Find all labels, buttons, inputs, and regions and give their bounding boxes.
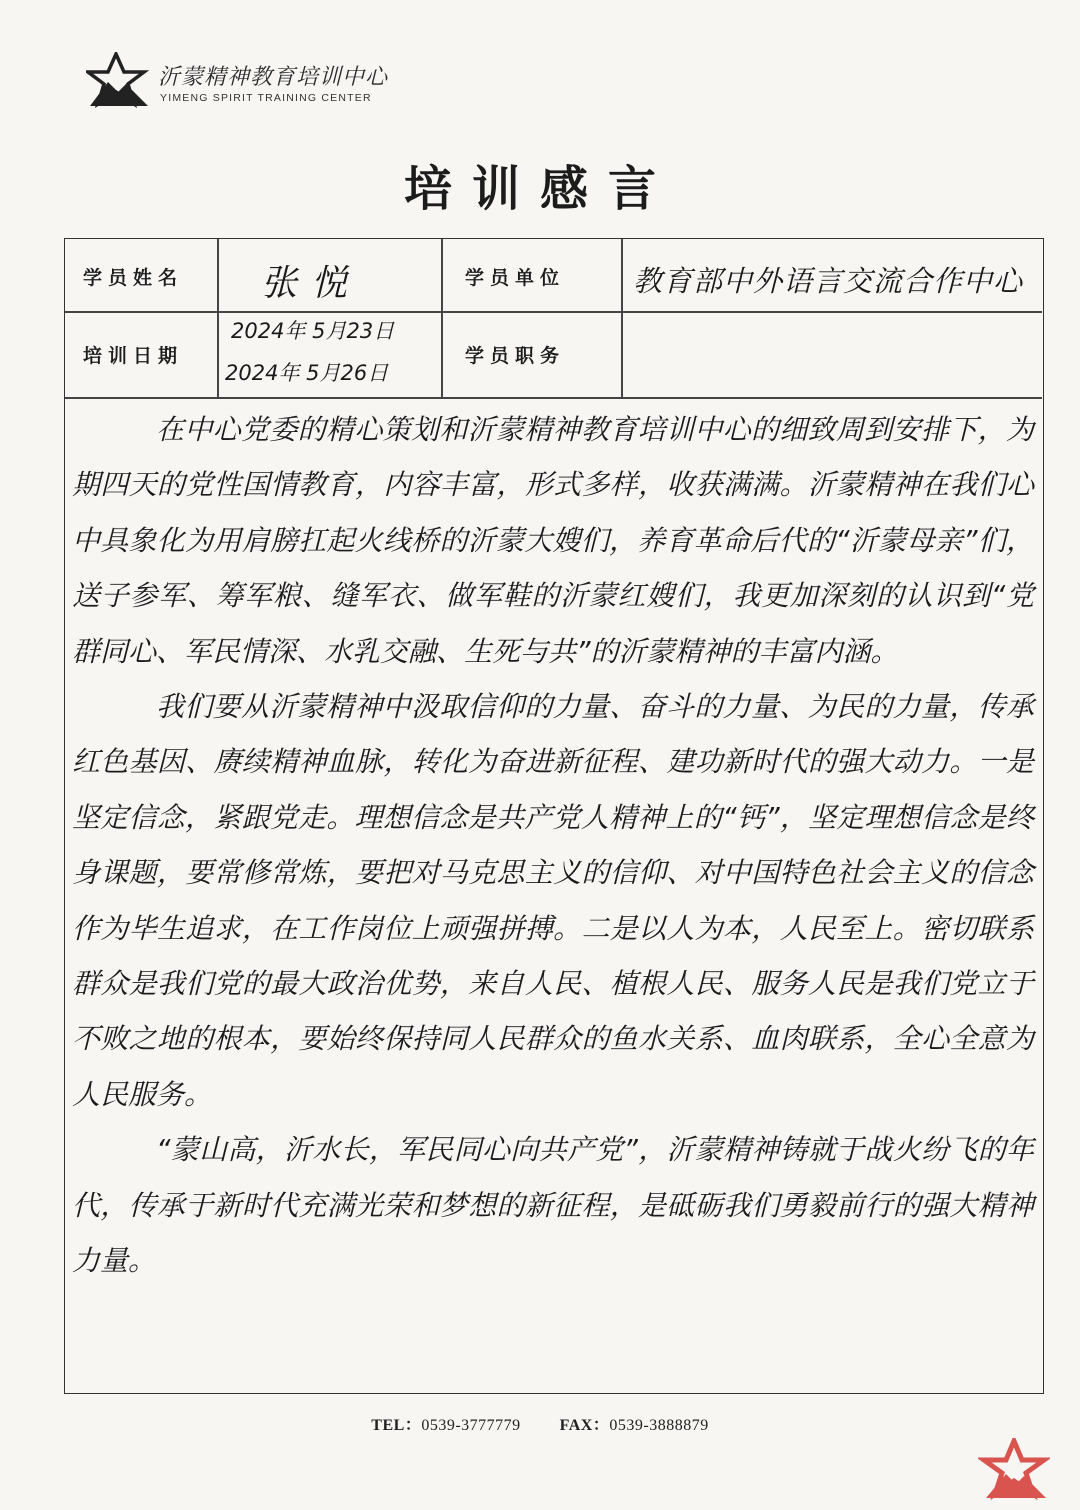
date-start: 2024年 5月23日 [231, 319, 395, 343]
unit-value: 教育部中外语言交流合作中心 [633, 264, 1024, 298]
reflection-text [72, 402, 1034, 1289]
org-name-en: YIMENG SPIRIT TRAINING CENTER [160, 92, 372, 104]
star-watermark-icon [978, 1438, 1050, 1500]
paragraph: 我们要从沂蒙精神中汲取信仰的力量、奋斗的力量、为民的力量，传承红色基因、赓续精神血脉，转化为奋进新征程、建功新时代的强大动力。一是坚定信念，紧跟党走。理想信念是共产党人精神上的“钙”，坚定理想信念是终身课题，要常修常炼，要把对马克思主义的信仰、对中国特色社会主义的信念作为毕生追求，在工作岗位上顽强拼搏。二是以人为本，人民至上。密切联系群众是我们党的最大政治优势，来自人民、植根人民、服务人民是我们党立于不败之地的根本，要始终保持同人民群众的鱼水关系、血肉联系，全心全意为人民服务。 [72, 690, 1034, 1111]
org-name-cn: 沂蒙精神教育培训中心 [158, 65, 389, 90]
page-title: 培训感言 [403, 161, 676, 217]
tel-value: 0539-3777779 [421, 1417, 521, 1434]
org-logo [86, 52, 416, 116]
star-mountain-logo-icon [86, 52, 152, 110]
fax-label: FAX： [559, 1417, 610, 1434]
paragraph: 在中心党委的精心策划和沂蒙精神教育培训中心的细致周到安排下，为期四天的党性国情教育，内容丰富，形式多样，收获满满。沂蒙精神在我们心中具象化为用肩膀扛起火线桥的沂蒙大嫂们，养育革命后代的“沂蒙母亲”们，送子参军、筹军粮、缝军衣、做军鞋的沂蒙红嫂们，我更加深刻的认识到“党群同心、军民情深、水乳交融、生死与共”的沂蒙精神的丰富内涵。 [72, 413, 1034, 668]
name-label: 学员姓名 [83, 267, 184, 289]
position-label: 学员职务 [465, 345, 566, 367]
paragraph: “蒙山高，沂水长，军民同心向共产党”，沂蒙精神铸就于战火纷飞的年代，传承于新时代充满光荣和梦想的新征程，是砥砺我们勇毅前行的强大精神力量。 [72, 1133, 1034, 1278]
unit-label: 学员单位 [465, 267, 566, 289]
date-end: 2024年 5月26日 [225, 361, 389, 385]
contact-footer [0, 1412, 1080, 1435]
tel-label: TEL： [371, 1417, 422, 1434]
name-value: 张悦 [261, 263, 362, 304]
fax-value: 0539-3888879 [609, 1417, 709, 1434]
date-label: 培训日期 [83, 345, 184, 367]
